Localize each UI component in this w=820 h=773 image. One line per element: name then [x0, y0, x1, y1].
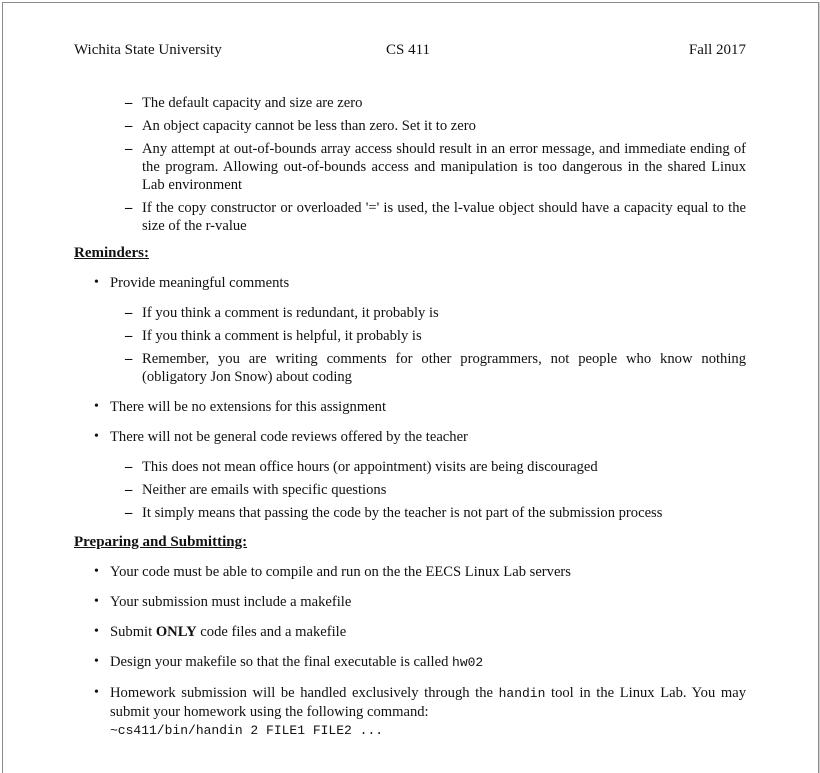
bullet-icon: • [94, 564, 99, 579]
list-item [74, 199, 746, 235]
dash-icon: – [125, 351, 133, 367]
list-item-text: An object capacity cannot be less than zero. Set it to zero [142, 118, 476, 134]
list-item [74, 458, 746, 476]
list-item [74, 140, 746, 194]
list-item-text: Neither are emails with specific questions [142, 482, 387, 498]
handin-command: ~cs411/bin/handin 2 FILE1 FILE2 ... [110, 723, 384, 738]
list-item [74, 350, 746, 386]
preparing-heading: Preparing and Submitting: [74, 534, 248, 550]
bullet-icon: • [94, 685, 99, 700]
list-item [74, 94, 746, 112]
list-item [74, 327, 746, 345]
list-item-text: If you think a comment is helpful, it probably is [142, 328, 422, 344]
list-item-text: code files and a makefile [196, 624, 347, 640]
bullet-icon: • [94, 624, 99, 639]
handin-tool-name: handin [498, 686, 546, 701]
list-item [74, 304, 746, 322]
bullet-icon: • [94, 594, 99, 609]
dash-icon: – [125, 95, 133, 111]
list-item [74, 563, 746, 581]
list-item [74, 117, 746, 135]
executable-name: hw02 [452, 655, 484, 670]
reminders-heading: Reminders: [74, 245, 149, 261]
dash-icon: – [125, 459, 133, 475]
list-item-text: Homework submission will be handled exclusively through the [110, 685, 499, 701]
list-item [74, 504, 746, 522]
list-item [74, 623, 746, 641]
intro-sublist [74, 94, 746, 235]
dash-icon: – [125, 200, 133, 216]
list-item-text: Provide meaningful comments [110, 275, 290, 291]
list-item [74, 593, 746, 611]
dash-icon: – [125, 305, 133, 321]
list-item-text: There will be no extensions for this assignment [110, 399, 387, 415]
list-item [74, 274, 746, 386]
list-item [74, 481, 746, 499]
list-item-text: tool in the Linux Lab. You may submit your homework using the following command: [110, 685, 747, 720]
list-item [74, 428, 746, 522]
list-item-text: Remember, you are writing comments for other programmers, not people who know nothing (obligatory Jon Snow) about coding [142, 351, 746, 385]
header-course: CS 411 [386, 42, 431, 58]
bullet-icon: • [94, 399, 99, 414]
list-item-text: The default capacity and size are zero [142, 95, 363, 111]
list-item [74, 653, 746, 672]
list-item-text: Submit [110, 624, 156, 640]
list-item-text: It simply means that passing the code by the teacher is not part of the submission process [142, 505, 663, 521]
page-header [74, 42, 746, 62]
emphasis-only: ONLY [155, 624, 197, 640]
list-item-text: Any attempt at out-of-bounds array access should result in an error message, and immediate ending of the program. Allowing out-of-bounds access and manipulation is too dangerous in the shared Linux Lab environment [142, 141, 746, 193]
preparing-list [74, 563, 746, 740]
list-item-text: Your code must be able to compile and run on the the EECS Linux Lab servers [110, 564, 571, 580]
document-body [74, 94, 746, 752]
dash-icon: – [125, 482, 133, 498]
list-item-text: There will not be general code reviews offered by the teacher [110, 429, 468, 445]
dash-icon: – [125, 118, 133, 134]
list-item-text: Design your makefile so that the final executable is called [110, 654, 453, 670]
dash-icon: – [125, 328, 133, 344]
reviews-sublist [74, 458, 746, 522]
comments-sublist [74, 304, 746, 386]
reminders-list [74, 274, 746, 522]
list-item [74, 684, 746, 740]
dash-icon: – [125, 141, 133, 157]
bullet-icon: • [94, 429, 99, 444]
header-university: Wichita State University [74, 42, 222, 58]
bullet-icon: • [94, 654, 99, 669]
list-item-text: If the copy constructor or overloaded '=' is used, the l-value object should have a capacity equal to the size of the r-value [142, 200, 746, 234]
header-term: Fall 2017 [688, 42, 746, 58]
list-item-text: If you think a comment is redundant, it probably is [142, 305, 439, 321]
list-item [74, 398, 746, 416]
list-item-text: This does not mean office hours (or appointment) visits are being discouraged [142, 459, 598, 475]
list-item-text: Your submission must include a makefile [110, 594, 352, 610]
bullet-icon: • [94, 275, 99, 290]
dash-icon: – [125, 505, 133, 521]
